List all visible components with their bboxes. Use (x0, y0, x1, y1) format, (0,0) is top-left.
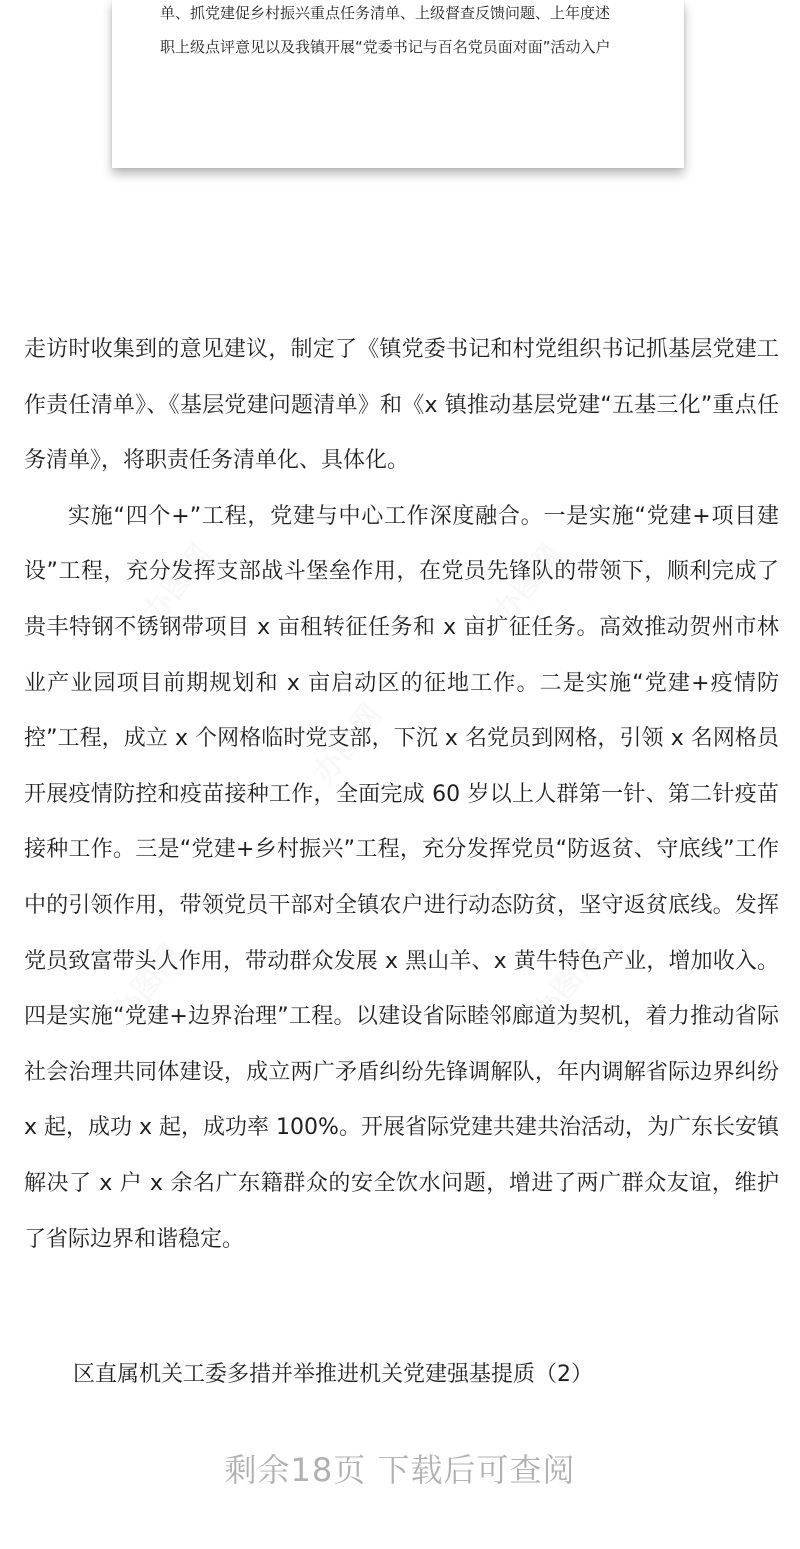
body-paragraph: 实施“四个+”工程，党建与中心工作深度融合。一是实施“党建+项目建设”工程，充分发挥支部战斗堡垒作用，在党员先锋队的带领下，顺利完成了贵丰特钢不锈钢带项目 x 亩租转征任务和 x 亩扩征任务。高效推动贺州市林业产业园项目前期规划和 x 亩启动区的征地工作。二是实施“党建+疫情防控”工程，成立 x 个网格临时党支部，下沉 x 名党员到网格，引领 x 名网格员开展疫情防控和疫苗接种工作，全面完成 60 岁以上人群第一针、第二针疫苗接种工作。三是“党建+乡村振兴”工程，充分发挥党员“防返贫、守底线”工作中的引领作用，带领党员干部对全镇农户进行动态防贫，坚守返贫底线。发挥党员致富带头人作用，带动群众发展 x 黑山羊、x 黄牛特色产业，增加收入。四是实施“党建+边界治理”工程。以建设省际睦邻廊道为契机，着力推动省际社会治理共同体建设，成立两广矛盾纠纷先锋调解队，年内调解省际边界纠纷 x 起，成功 x 起，成功率 100%。开展省际党建共建共治活动，为广东长安镇解决了 x 户 x 余名广东籍群众的安全饮水问题，增进了两广群众友谊，维护了省际边界和谐稳定。 (24, 503, 779, 1252)
body-paragraph: 走访时收集到的意见建议，制定了《镇党委书记和村党组织书记抓基层党建工作责任清单》、《基层党建问题清单》和《x 镇推动基层党建“五基三化”重点任务清单》，将职责任务清单化、具体化。 (24, 337, 779, 474)
watermark: 办图网 (306, 697, 390, 791)
preview-text-line: 单、抓党建促乡村振兴重点任务清单、上级督查反馈问题、上年度述 (160, 4, 611, 22)
watermark: 办图网 (526, 937, 610, 1031)
remaining-pages-notice[interactable]: 剩余18页 下载后可查阅 (224, 1451, 576, 1489)
preview-text-line: 职上级点评意见以及我镇开展“党委书记与百名党员面对面”活动入户 (160, 38, 611, 56)
watermark: 办图网 (486, 537, 570, 631)
next-article-title: 区直属机关工委多措并举推进机关党建强基提质（2） (73, 1362, 593, 1387)
document-body (24, 322, 779, 1267)
watermark: 办图网 (106, 937, 190, 1031)
document-preview-card (112, 0, 684, 168)
watermark: 办图网 (136, 537, 220, 631)
